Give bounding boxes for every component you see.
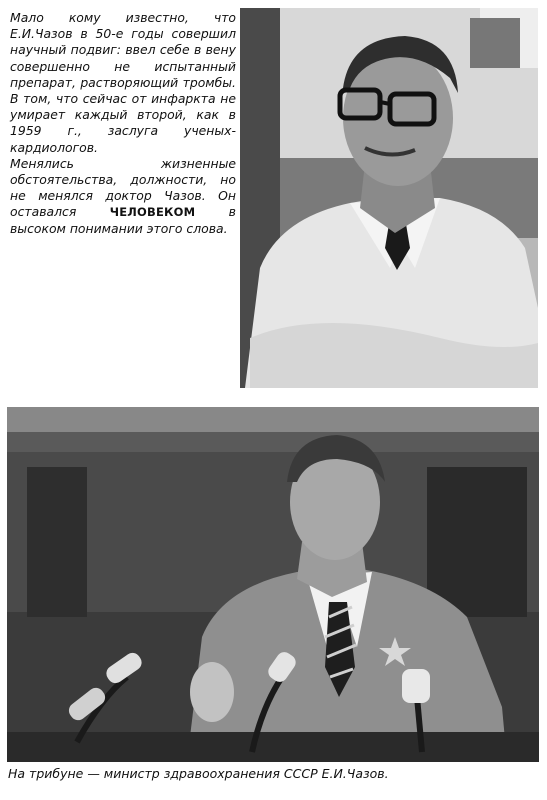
intro-paragraph-2-start: Менялись жизненные обстоятельства, должности, но не менялся доктор Чазов. Он оставался bbox=[10, 155, 236, 220]
intro-paragraph-2-end: в высоком понимании этого слова. bbox=[10, 204, 236, 236]
intro-paragraph-2-emphasis: ЧЕЛОВЕКОМ bbox=[109, 205, 196, 220]
photo-caption: На трибуне — министр здравоохранения СССР Е.И.Чазов. bbox=[8, 766, 389, 781]
podium-photo-illustration bbox=[7, 407, 539, 762]
intro-text-block bbox=[10, 10, 236, 237]
portrait-photo-illustration bbox=[240, 8, 538, 388]
intro-paragraph-1: Мало кому известно, что Е.И.Чазов в 50-е годы совершил научный подвиг: ввел себе в вену совершенно не испытанный препарат, растворяющий тромбы. В том, что сейчас от инфаркта не умирает каждый второй, как в 1959 г., заслуга ученых-кардиологов. bbox=[10, 10, 236, 155]
podium-photo bbox=[7, 407, 539, 762]
portrait-photo bbox=[240, 8, 538, 388]
intro-paragraph-2 bbox=[10, 156, 236, 237]
